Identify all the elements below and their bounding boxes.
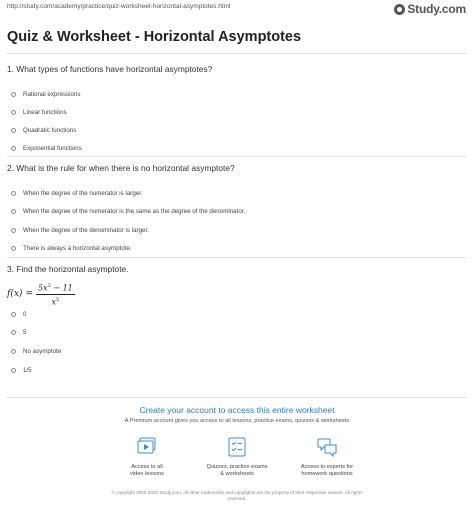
premium-description: A Premium account gives you access to all lessons, practice exams, quizzes & worksheets [124,418,350,424]
q2-option-2[interactable] [7,206,245,216]
title-divider [7,53,467,54]
quiz-checklist-icon [226,436,248,458]
question-1 [7,64,467,152]
option-label: When the degree of the numerator is larger. [23,189,143,197]
copyright-line: reserved. [227,496,247,501]
q3-option-4[interactable] [7,365,32,375]
feature-label-line: & worksheets [220,471,254,477]
option-label: 1/5 [23,366,32,374]
q1-option-2[interactable] [7,107,67,117]
option-label: When the degree of the denominator is larger. [23,226,149,234]
q2-option-1[interactable] [7,188,143,198]
radio-button[interactable] [11,368,16,373]
study-logo[interactable] [394,1,466,17]
radio-button[interactable] [11,228,16,233]
denominator-exponent: 5 [56,296,60,303]
numerator-base: 5x [37,283,48,293]
q2-option-4[interactable] [7,243,132,253]
numerator-rest: − 11 [50,283,73,293]
radio-button[interactable] [11,128,16,133]
question-divider [7,257,467,258]
feature-label-line: homework questions [301,471,353,477]
option-label: Quadratic functions [23,126,77,134]
option-label: No asymptote [23,347,62,355]
question-3 [7,264,467,275]
option-label: Linear functions [23,108,67,116]
radio-button[interactable] [11,209,16,214]
cta-divider [7,397,467,398]
copyright-line: © copyright 2003-2020 Study.com. All other trademarks and copyrights are the property of their respective owners. All rights [111,490,363,495]
chat-bubble-icon [316,436,338,458]
option-label: There is always a horizontal asymptote. [23,244,132,252]
logo-text: Study.com [407,2,466,16]
radio-button[interactable] [11,146,16,151]
q3-option-3[interactable] [7,346,61,356]
formula-fraction [36,281,75,307]
formula-numerator [36,281,75,295]
video-lesson-icon [136,436,158,458]
option-label: Exponential functions [23,144,82,152]
study-logo-icon [394,4,405,15]
q1-option-3[interactable] [7,125,76,135]
feature-label-line: Access to experts for [300,464,354,470]
option-label: 5 [23,328,27,336]
copyright-footer [0,490,474,502]
feature-label-line: video lessons [130,471,164,477]
feature-label-line: Access to all [131,464,163,470]
create-account-link[interactable]: Create your account to access this entire worksheet [139,405,335,415]
radio-button[interactable] [11,191,16,196]
formula-equals: = [25,289,33,299]
option-label: When the degree of the numerator is the same as the degree of the denominator. [23,207,246,215]
formula-lhs: f(x) [7,289,23,299]
q3-option-2[interactable] [7,327,26,337]
q1-option-4[interactable] [7,143,82,153]
radio-button[interactable] [11,330,16,335]
option-label: Rational expressions [23,90,81,98]
question-1-text: 1. What types of functions have horizontal asymptotes? [7,64,213,74]
radio-button[interactable] [11,246,16,251]
top-bar [0,0,474,18]
radio-button[interactable] [11,92,16,97]
denominator-base: x [51,297,57,307]
formula-denominator [52,295,60,308]
q2-option-3[interactable] [7,225,149,235]
numerator-exponent: 3 [47,282,51,289]
function-formula [7,283,75,305]
page-title: Quiz & Worksheet - Horizontal Asymptotes [7,29,302,45]
option-label: 0 [23,310,27,318]
question-2 [7,163,467,252]
question-divider [7,156,467,157]
question-2-text: 2. What is the rule for when there is no horizontal asymptote? [7,163,235,173]
feature-label [272,464,382,478]
feature-experts [272,436,382,478]
q3-option-1[interactable] [7,309,26,319]
page-url[interactable]: http://study.com/academy/practice/quiz-worksheet-horizontal-asymptotes.html [7,3,231,10]
q1-option-1[interactable] [7,89,80,99]
radio-button[interactable] [11,349,16,354]
radio-button[interactable] [11,110,16,115]
radio-button[interactable] [11,312,16,317]
question-3-text: 3. Find the horizontal asymptote. [7,264,129,274]
feature-label-line: Quizzes, practice exams [206,464,268,470]
